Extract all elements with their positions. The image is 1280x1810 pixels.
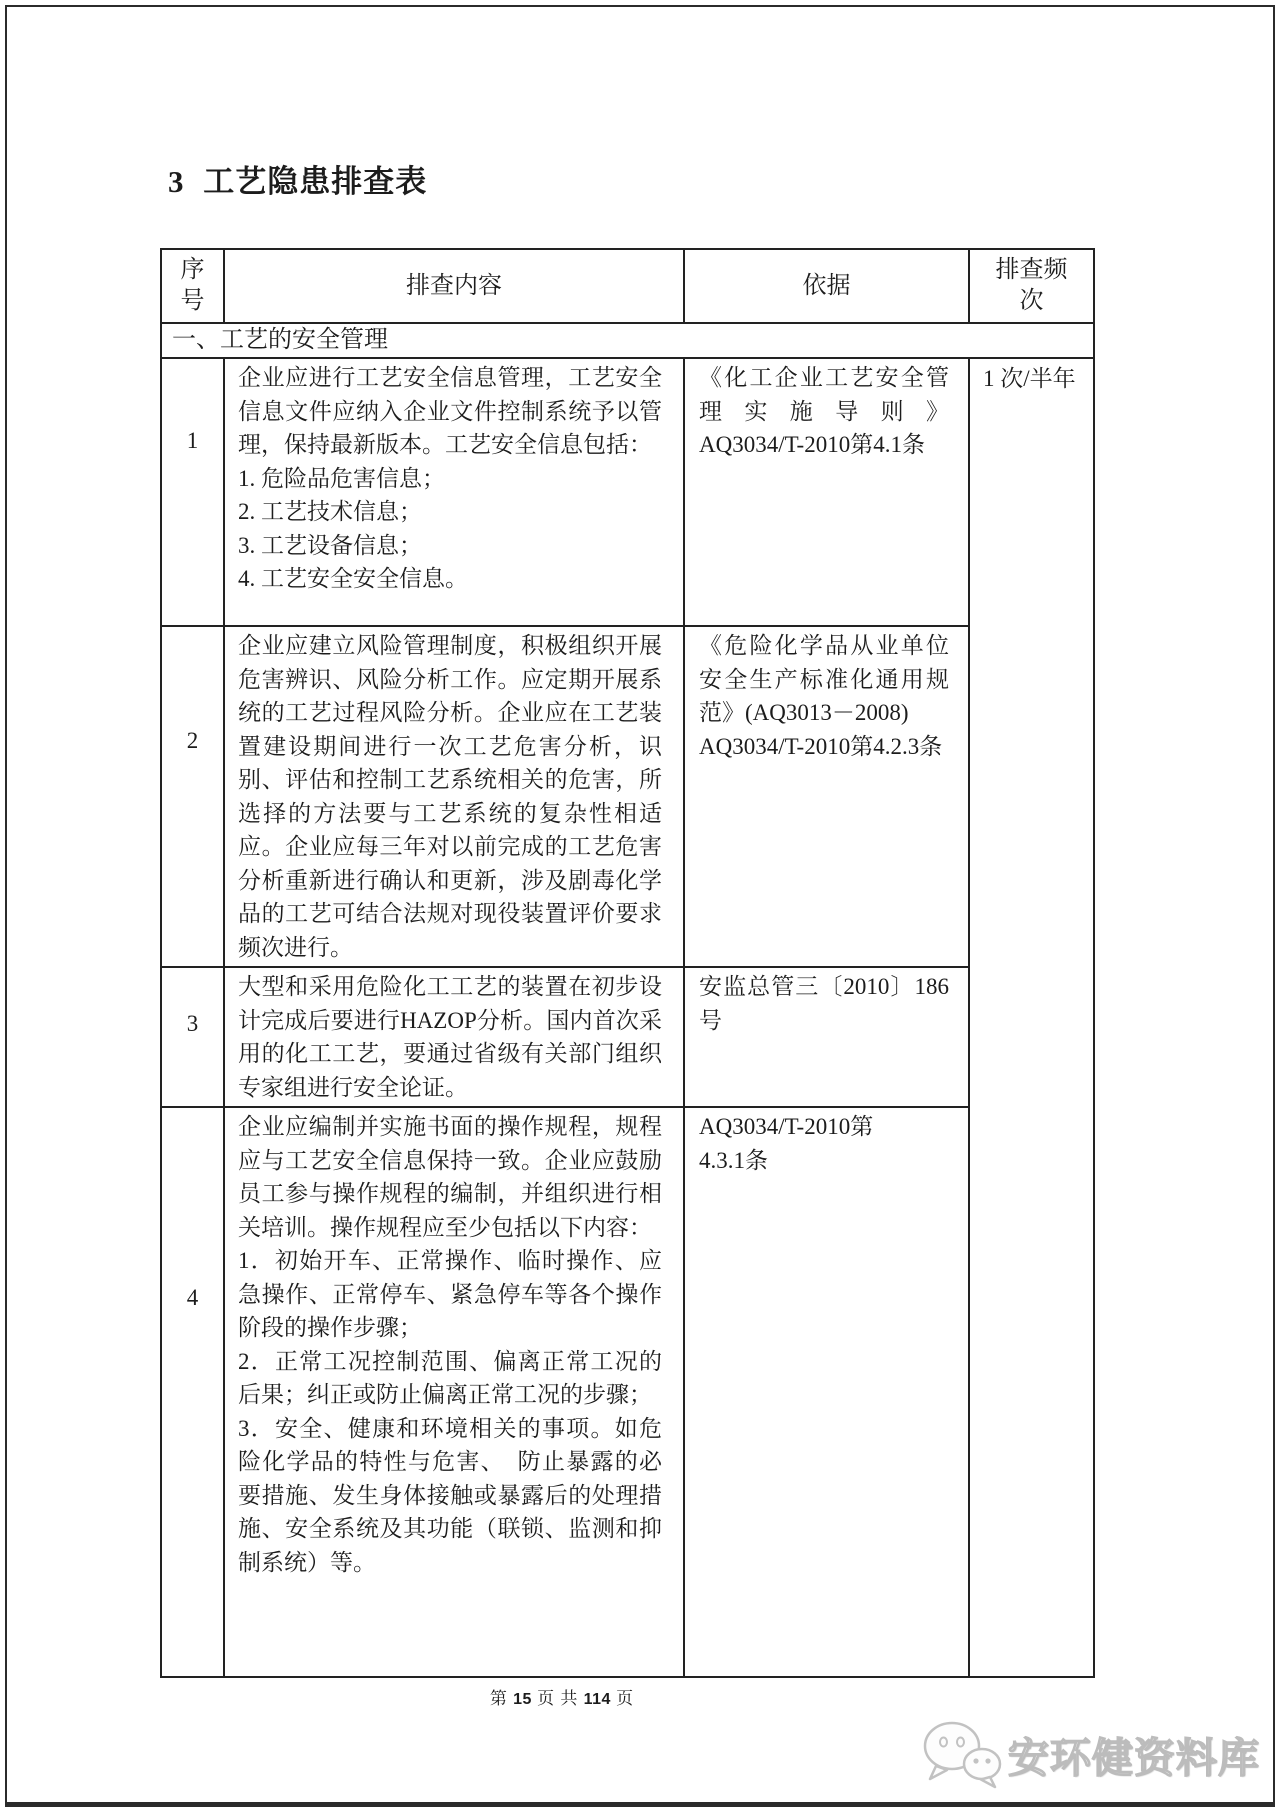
basis-paragraph: 4.3.1条 [699, 1147, 768, 1173]
basis-paragraph: AQ3034/T-2010第 [699, 1114, 874, 1139]
basis-cell [684, 1107, 969, 1677]
section-row [161, 323, 1094, 358]
content-cell [224, 626, 684, 967]
row-number-cell [161, 626, 224, 967]
basis-paragraph: AQ3034/T-2010第4.1条 [699, 432, 925, 457]
content-paragraph: 企业应进行工艺安全信息管理，工艺安全信息文件应纳入企业文件控制系统予以管理，保持最新版本。工艺安全信息包括： [238, 365, 662, 457]
basis-paragraph: 安监总管三〔2010〕186号 [699, 974, 949, 1033]
col-header-no [161, 249, 224, 323]
basis-cell [684, 626, 969, 967]
content-paragraph: 企业应编制并实施书面的操作规程，规程应与工艺安全信息保持一致。企业应鼓励员工参与操作规程的编制，并组织进行相关培训。操作规程应至少包括以下内容： [238, 1114, 662, 1240]
col-header-content [224, 249, 684, 323]
inspection-table [160, 248, 1095, 1678]
frequency-cell [969, 358, 1094, 1677]
frequency-note: 1 次/半年 [983, 366, 1076, 391]
document-title: 3 工艺隐患排查表 [168, 164, 428, 199]
footer-text: 页 共 [531, 1689, 584, 1708]
content-cell [224, 1107, 684, 1677]
watermark [920, 1718, 1260, 1790]
col-header-basis-label: 依据 [802, 272, 851, 299]
row-number-cell [161, 358, 224, 626]
content-paragraph: 2．正常工况控制范围、偏离正常工况的后果；纠正或防止偏离正常工况的步骤； [238, 1348, 662, 1407]
content-paragraph: 3. 工艺设备信息； [238, 532, 422, 558]
footer-page-number: 15 [513, 1691, 532, 1708]
row-number-cell [161, 1107, 224, 1677]
section-header: 一、工艺的安全管理 [161, 323, 1094, 358]
footer-total-pages: 114 [583, 1691, 611, 1708]
content-paragraph: 1．初始开车、正常操作、临时操作、应急操作、正常停车、紧急停车等各个操作阶段的操作步骤； [238, 1248, 662, 1340]
content-cell [224, 358, 684, 626]
basis-paragraph: AQ3034/T-2010第4.2.3条 [699, 733, 943, 759]
basis-cell [684, 358, 969, 626]
basis-cell [684, 967, 969, 1107]
wechat-logo-icon [920, 1718, 1004, 1790]
content-paragraph: 3．安全、健康和环境相关的事项。如危险化学品的特性与危害、 防止暴露的必要措施、发生身体接触或暴露后的处理措施、安全系统及其功能（联锁、监测和抑制系统）等。 [238, 1415, 662, 1575]
footer-text: 第 [489, 1689, 514, 1708]
col-header-no-label: 序号 [180, 257, 205, 314]
content-paragraph: 大型和采用危险化工工艺的装置在初步设计完成后要进行HAZOP分析。国内首次采用的化工工艺，要通过省级有关部门组织专家组进行安全论证。 [238, 974, 662, 1100]
content-paragraph: 4. 工艺安全安全信息。 [238, 566, 468, 591]
table-row [161, 967, 1094, 1107]
row-number: 3 [186, 1011, 199, 1036]
table-row [161, 358, 1094, 626]
content-paragraph: 2. 工艺技术信息； [238, 499, 422, 524]
footer-text: 页 [610, 1689, 635, 1708]
row-number: 2 [186, 728, 199, 753]
basis-paragraph: 《危险化学品从业单位安全生产标准化通用规范》(AQ3013－2008) [699, 633, 949, 725]
col-header-basis [684, 249, 969, 323]
col-header-content-label: 排查内容 [406, 272, 502, 299]
watermark-text: 安环健资料库 [1008, 1734, 1260, 1781]
content-paragraph: 企业应建立风险管理制度，积极组织开展危害辨识、风险分析工作。应定期开展系统的工艺过程风险分析。企业应在工艺装置建设期间进行一次工艺危害分析，识别、评估和控制工艺系统相关的危害，所选择的方法要与工艺系统的复杂性相适应。企业应每三年对以前完成的工艺危害分析重新进行确认和更新，涉及剧毒化学品的工艺可结合法规对现役装置评价要求频次进行。 [238, 633, 662, 960]
row-number-cell [161, 967, 224, 1107]
content-cell [224, 967, 684, 1107]
col-header-frequency [969, 249, 1094, 323]
basis-paragraph: 《化工企业工艺安全管理实施导则》 [699, 365, 949, 424]
row-number: 4 [186, 1285, 199, 1310]
content-paragraph: 1. 危险品危害信息； [238, 465, 445, 491]
page-footer [0, 1684, 1124, 1709]
table-row [161, 1107, 1094, 1677]
col-header-frequency-label: 排查频次 [995, 257, 1068, 314]
row-number: 1 [186, 428, 199, 453]
table-header-row [161, 249, 1094, 323]
table-row [161, 626, 1094, 967]
